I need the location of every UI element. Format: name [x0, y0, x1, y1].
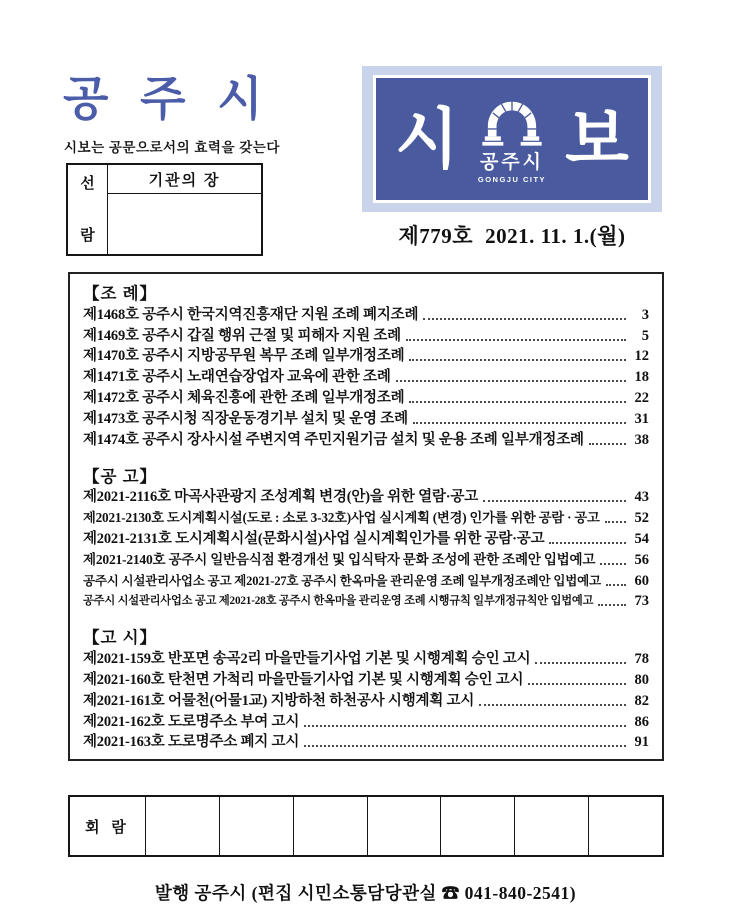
toc-entry-page: 56 — [634, 551, 649, 568]
toc-section-title: 【공 고】 — [83, 466, 158, 486]
dotted-leader — [396, 380, 626, 382]
toc-entry-page: 80 — [634, 671, 649, 688]
toc-entry — [83, 304, 649, 325]
toc-entry-text: 제1470호 공주시 지방공무원 복무 조례 일부개정조례 — [83, 348, 405, 365]
toc-entry — [83, 528, 649, 549]
sibo-logo-box — [373, 75, 651, 203]
dotted-leader — [409, 401, 626, 403]
city-title: 공 주 시 — [63, 74, 273, 126]
review-label-bottom: 람 — [80, 228, 95, 244]
circulation-empty-cell — [368, 797, 442, 855]
toc-entry-text: 제2021-2131호 도시계획시설(문화시설)사업 실시계획인가를 위한 공람·공고 — [83, 530, 545, 547]
toc-entry — [83, 648, 649, 669]
gazette-tagline: 시보는 공문으로서의 효력을 갖는다 — [64, 140, 280, 155]
toc-entry-text: 제2021-161호 어물천(어물1교) 지방하천 하천공사 시행계획 고시 — [83, 692, 475, 709]
toc-entry-text: 공주시 시설관리사업소 공고 제2021-27호 공주시 한옥마을 관리운영 조례 일부개정조례안 입법예고 — [83, 573, 601, 588]
circulation-empty-cell — [589, 797, 662, 855]
toc-entry — [83, 570, 649, 591]
toc-entry-text: 제1471호 공주시 노래연습장업자 교육에 관한 조례 — [83, 369, 391, 386]
emblem-city-name-en: GONGJU CITY — [477, 174, 547, 184]
logo-char-bo: 보 — [565, 102, 629, 176]
toc-entry — [83, 549, 649, 570]
toc-entry-text: 제1474호 공주시 장사시설 주변지역 주민지원기금 설치 및 운용 조례 일부개정조례 — [83, 431, 584, 448]
dotted-leader — [304, 725, 626, 727]
circulation-empty-cell — [515, 797, 589, 855]
toc-entry-text: 제2021-2130호 도시계획시설(도로 : 소로 3-32호)사업 실시계획 (변경) 인가를 위한 공람 · 공고 — [83, 510, 600, 526]
gongju-city-emblem — [478, 99, 546, 184]
toc-entry-page: 78 — [634, 651, 649, 668]
toc-entry — [83, 429, 649, 450]
issue-date: 2021. 11. 1.(월) — [485, 224, 626, 248]
emblem-city-name: 공주시 — [479, 151, 545, 173]
toc-entry-page: 3 — [641, 306, 649, 323]
dotted-leader — [549, 542, 626, 544]
dotted-leader — [598, 604, 626, 606]
dotted-leader — [406, 339, 626, 341]
toc-entry-page: 5 — [641, 327, 649, 344]
toc-entry-page: 54 — [634, 530, 649, 547]
dotted-leader — [600, 563, 626, 565]
toc-entry — [83, 669, 649, 690]
toc-entry — [83, 366, 649, 387]
dotted-leader — [479, 704, 626, 706]
logo-char-si: 시 — [395, 102, 459, 176]
publisher-line: 발행 공주시 (편집 시민소통담당관실 ☎ 041-840-2541) — [154, 883, 577, 903]
toc-entry-page: 52 — [634, 510, 649, 527]
sibo-logo-frame — [362, 66, 662, 212]
review-label-top: 선 — [80, 176, 95, 192]
toc-entry-page: 86 — [634, 713, 649, 730]
toc-entry-text: 제2021-2140호 공주시 일반음식점 환경개선 및 입식탁자 문화 조성에 관한 조례안 입법예고 — [83, 551, 596, 567]
toc-entry-page: 38 — [634, 431, 649, 448]
toc-entry-text: 제2021-162호 도로명주소 부여 고시 — [83, 713, 300, 730]
toc-entry — [83, 591, 649, 612]
circulation-empty-cell — [146, 797, 220, 855]
toc-entry-text: 제1469호 공주시 갑질 행위 근절 및 피해자 지원 조례 — [83, 327, 401, 344]
toc-entry-text: 제2021-160호 탄천면 가척리 마을만들기사업 기본 및 시행계획 승인 고시 — [83, 671, 524, 688]
toc-entry-text: 제1472호 공주시 체육진흥에 관한 조례 일부개정조례 — [83, 389, 405, 406]
toc-section-title: 【조 례】 — [83, 284, 158, 303]
toc-entry-text: 제2021-159호 반포면 송곡2리 마을만들기사업 기본 및 시행계획 승인 고시 — [83, 651, 531, 668]
toc-entry-text: 공주시 시설관리사업소 공고 제2021-28호 공주시 한옥마을 관리운영 조례 시행규칙 일부개정규칙안 입법예고 — [83, 595, 594, 608]
toc-entry-text: 제1468호 공주시 한국지역진흥재단 지원 조례 폐지조례 — [83, 306, 419, 323]
agency-head-header: 기관의 장 — [108, 165, 261, 194]
toc-entry — [83, 387, 649, 408]
dotted-leader — [413, 422, 626, 424]
toc-entry-page: 12 — [634, 348, 649, 365]
toc-entry-page: 43 — [634, 489, 649, 506]
circulation-table — [68, 795, 664, 857]
toc-entry — [83, 325, 649, 346]
signature-empty-cell — [108, 194, 261, 254]
issue-number: 제779호 — [398, 224, 474, 248]
toc-entry-text: 제2021-163호 도로명주소 폐지 고시 — [83, 734, 300, 751]
toc-entry — [83, 711, 649, 732]
toc-entry-page: 91 — [634, 734, 649, 751]
dotted-leader — [606, 584, 626, 586]
review-label-column — [68, 165, 108, 254]
toc-entry — [83, 408, 649, 429]
circulation-empty-cell — [220, 797, 294, 855]
dotted-leader — [423, 318, 626, 320]
toc-entry-text: 제2021-2116호 마곡사관광지 조성계획 변경(안)을 위한 열람·공고 — [83, 489, 478, 506]
circulation-label: 회 람 — [70, 797, 146, 855]
dotted-leader — [528, 683, 626, 685]
circulation-empty-cell — [294, 797, 368, 855]
toc-entry — [83, 346, 649, 367]
toc-entry-page: 22 — [634, 389, 649, 406]
issue-number-and-date — [362, 220, 662, 250]
review-signature-column — [108, 165, 261, 254]
toc-entry-page: 60 — [634, 572, 649, 589]
fortress-arch-icon — [478, 99, 546, 149]
toc-entry-page: 31 — [634, 410, 649, 427]
dotted-leader — [589, 443, 626, 445]
toc-entry-text: 제1473호 공주시청 직장운동경기부 설치 및 운영 조례 — [83, 410, 408, 427]
dotted-leader — [483, 500, 626, 502]
circulation-empty-cell — [441, 797, 515, 855]
toc-entry — [83, 690, 649, 711]
dotted-leader — [304, 745, 626, 747]
toc-entry — [83, 732, 649, 753]
toc-entry-page: 73 — [634, 593, 649, 610]
toc-entry — [83, 487, 649, 508]
dotted-leader — [535, 662, 626, 664]
dotted-leader — [409, 359, 626, 361]
table-of-contents — [68, 272, 664, 761]
toc-entry-page: 18 — [634, 369, 649, 386]
toc-entry — [83, 507, 649, 528]
toc-entry-page: 82 — [634, 692, 649, 709]
toc-section-title: 【고 시】 — [83, 628, 158, 648]
dotted-leader — [605, 521, 626, 523]
approval-review-table — [66, 163, 263, 256]
